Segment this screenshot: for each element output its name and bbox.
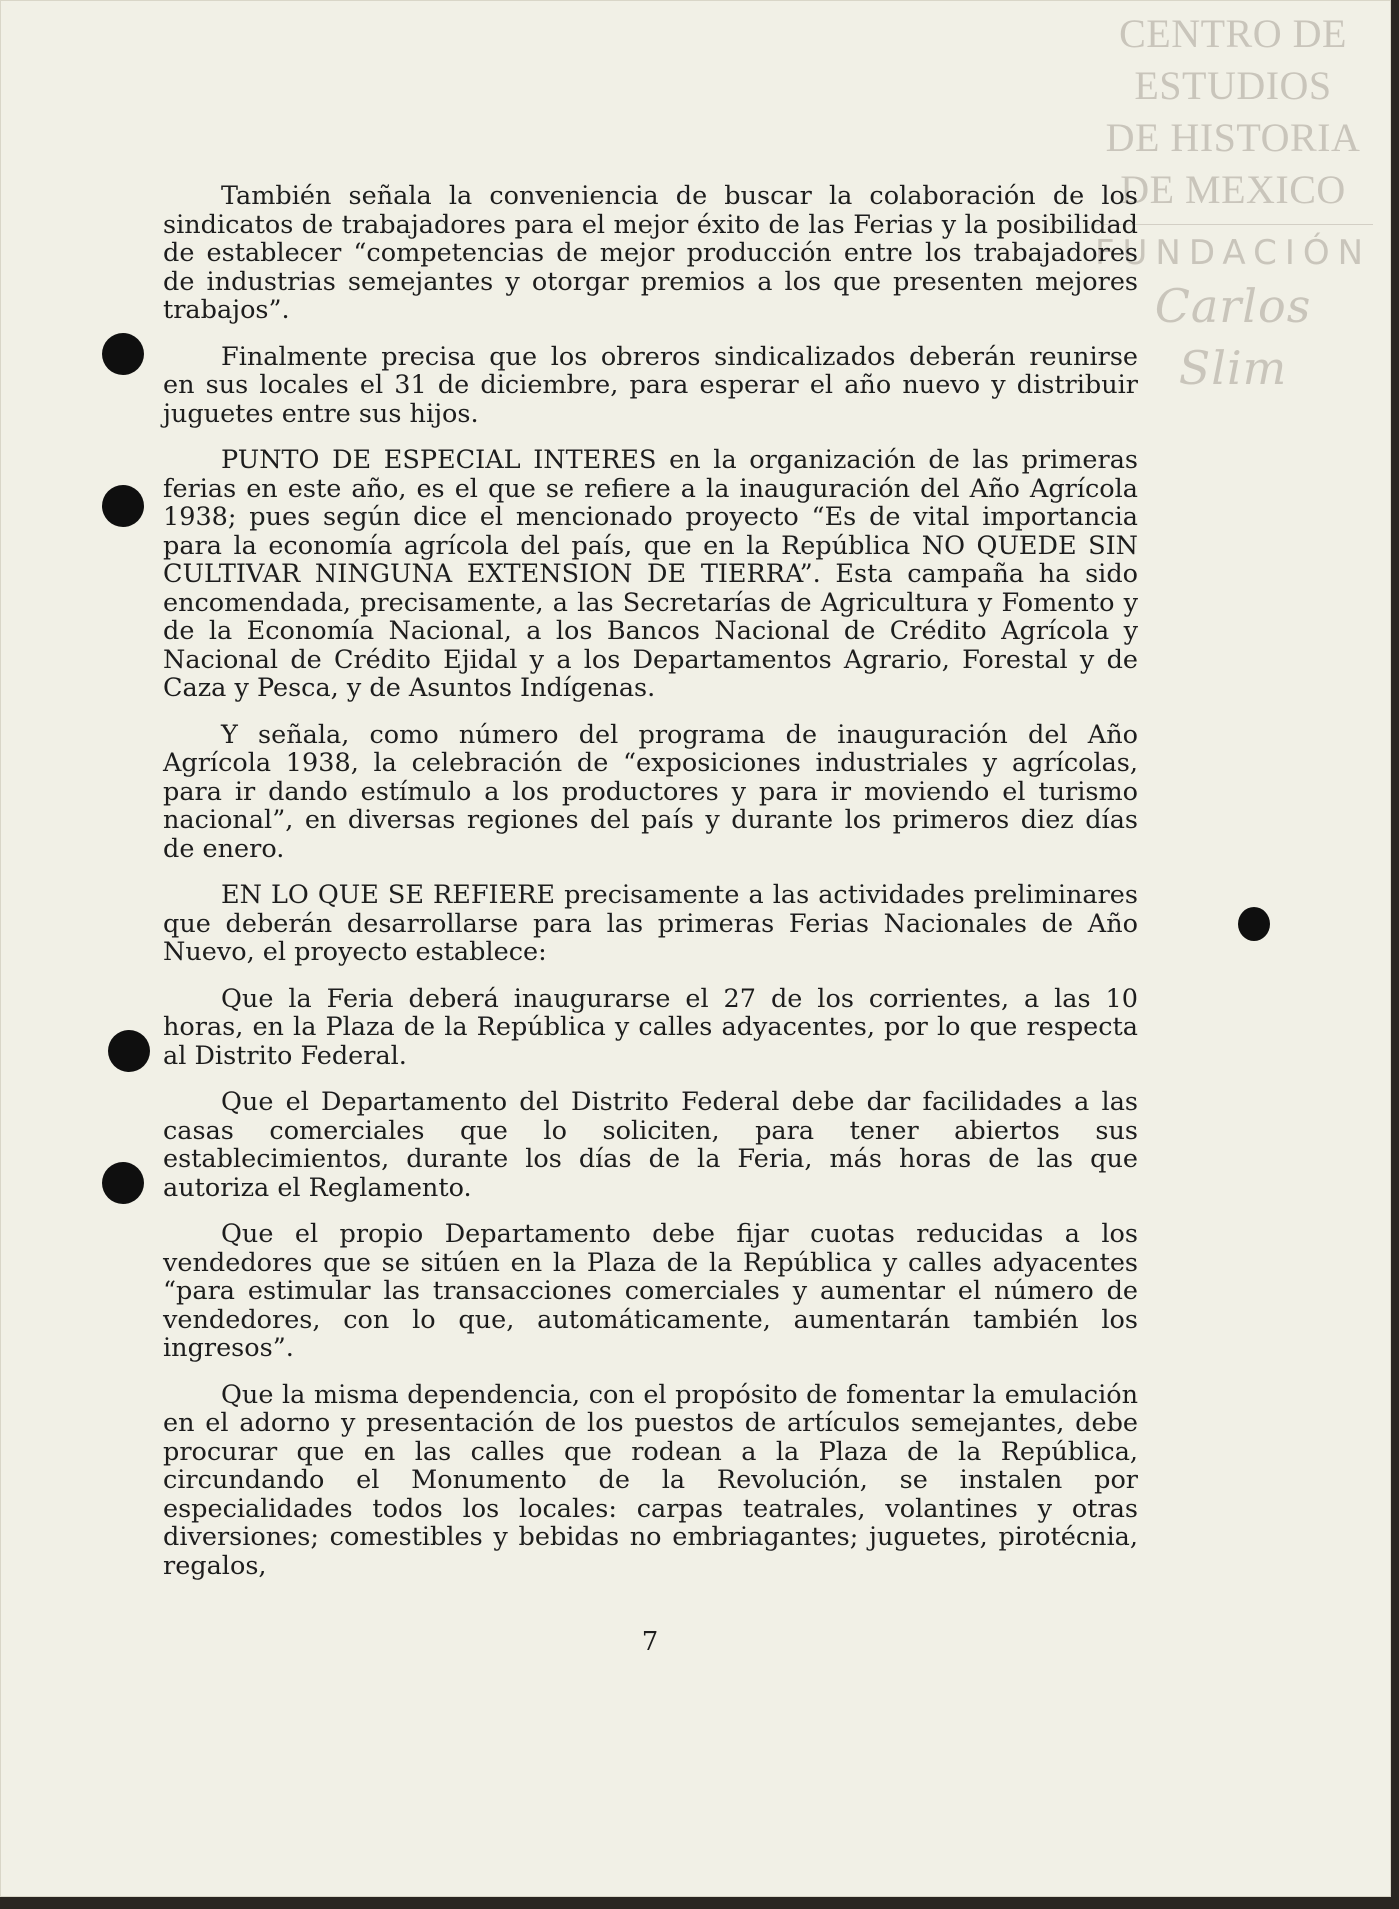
punch-hole [1238,907,1270,941]
paragraph: Finalmente precisa que los obreros sindicalizados deberán reunirse en sus locales el 31 de diciembre, para esperar el año nuevo y distribuir juguetes entre sus hijos. [163,341,1138,429]
watermark-line: ESTUDIOS [1134,63,1332,108]
paragraph: PUNTO DE ESPECIAL INTERES en la organización de las primeras ferias en este año, es el que se refiere a la inauguración del Año Agrícola 1938; pues según dice el mencionado proyecto “Es de vital importancia para la economía agrícola del país, que en la República NO QUEDE SIN CULTIVAR NINGUNA EXTENSION DE TIERRA”. Esta campaña ha sido encomendada, precisamente, a las Secretarías de Agricultura y Fomento y de la Economía Nacional, a los Bancos Nacional de Crédito Agrícola y Nacional de Crédito Ejidal y a los Departamentos Agrario, Forestal y de Caza y Pesca, y de Asuntos Indígenas. [163,445,1138,703]
punch-hole [108,1030,150,1072]
punch-hole [102,1162,144,1204]
paragraph: Que la misma dependencia, con el propósito de fomentar la emulación en el adorno y presentación de los puestos de artículos semejantes, debe procurar que en las calles que rodean a la Plaza de la República, circundando el Monumento de la Revolución, se instalen por especialidades todos los locales: carpas teatrales, volantines y otras diversiones; comestibles y bebidas no embriagantes; juguetes, pirotécnia, regalos, [163,1379,1138,1581]
paragraph: Que la Feria deberá inaugurarse el 27 de los corrientes, a las 10 horas, en la Plaza de la República y calles adyacentes, por lo que respecta al Distrito Federal. [163,983,1138,1071]
paragraph: También señala la conveniencia de buscar la colaboración de los sindicatos de trabajadores para el mejor éxito de las Ferias y la posibilidad de establecer “competencias de mejor producción entre los trabajadores de industrias semejantes y otorgar premios a los que presenten mejores trabajos”. [163,181,1138,325]
watermark-line: CENTRO DE [1119,11,1347,56]
watermark-signature: Carlos Slim [1154,279,1312,395]
paragraph: Y señala, como número del programa de inauguración del Año Agrícola 1938, la celebración de “exposiciones industriales y agrícolas, para ir dando estímulo a los productores y para ir moviendo el turismo nacional”, en diversas regiones del país y durante los primeros diez días de enero. [163,719,1138,864]
watermark-line: DE HISTORIA [1105,115,1361,160]
paragraph: EN LO QUE SE REFIERE precisamente a las actividades preliminares que deberán desarrollarse para las primeras Ferias Nacionales de Año Nuevo, el proyecto establece: [163,880,1138,967]
punch-hole [102,333,144,375]
punch-hole [102,485,144,527]
paragraph: Que el Departamento del Distrito Federal debe dar facilidades a las casas comerciales que lo soliciten, para tener abiertos sus establecimientos, durante los días de la Feria, más horas de las que autoriza el Reglamento. [163,1087,1138,1203]
paragraph: Que el propio Departamento debe fijar cuotas reducidas a los vendedores que se sitúen en la Plaza de la República y calles adyacentes “para estimular las transacciones comerciales y aumentar el número de vendedores, con lo que, automáticamente, aumentarán también los ingresos”. [163,1219,1138,1363]
page-number: 7 [641,1627,659,1657]
watermark-foundation: FUNDACIÓN [1094,233,1372,273]
watermark-line: DE MEXICO [1120,167,1346,212]
body-text [163,182,1138,1580]
